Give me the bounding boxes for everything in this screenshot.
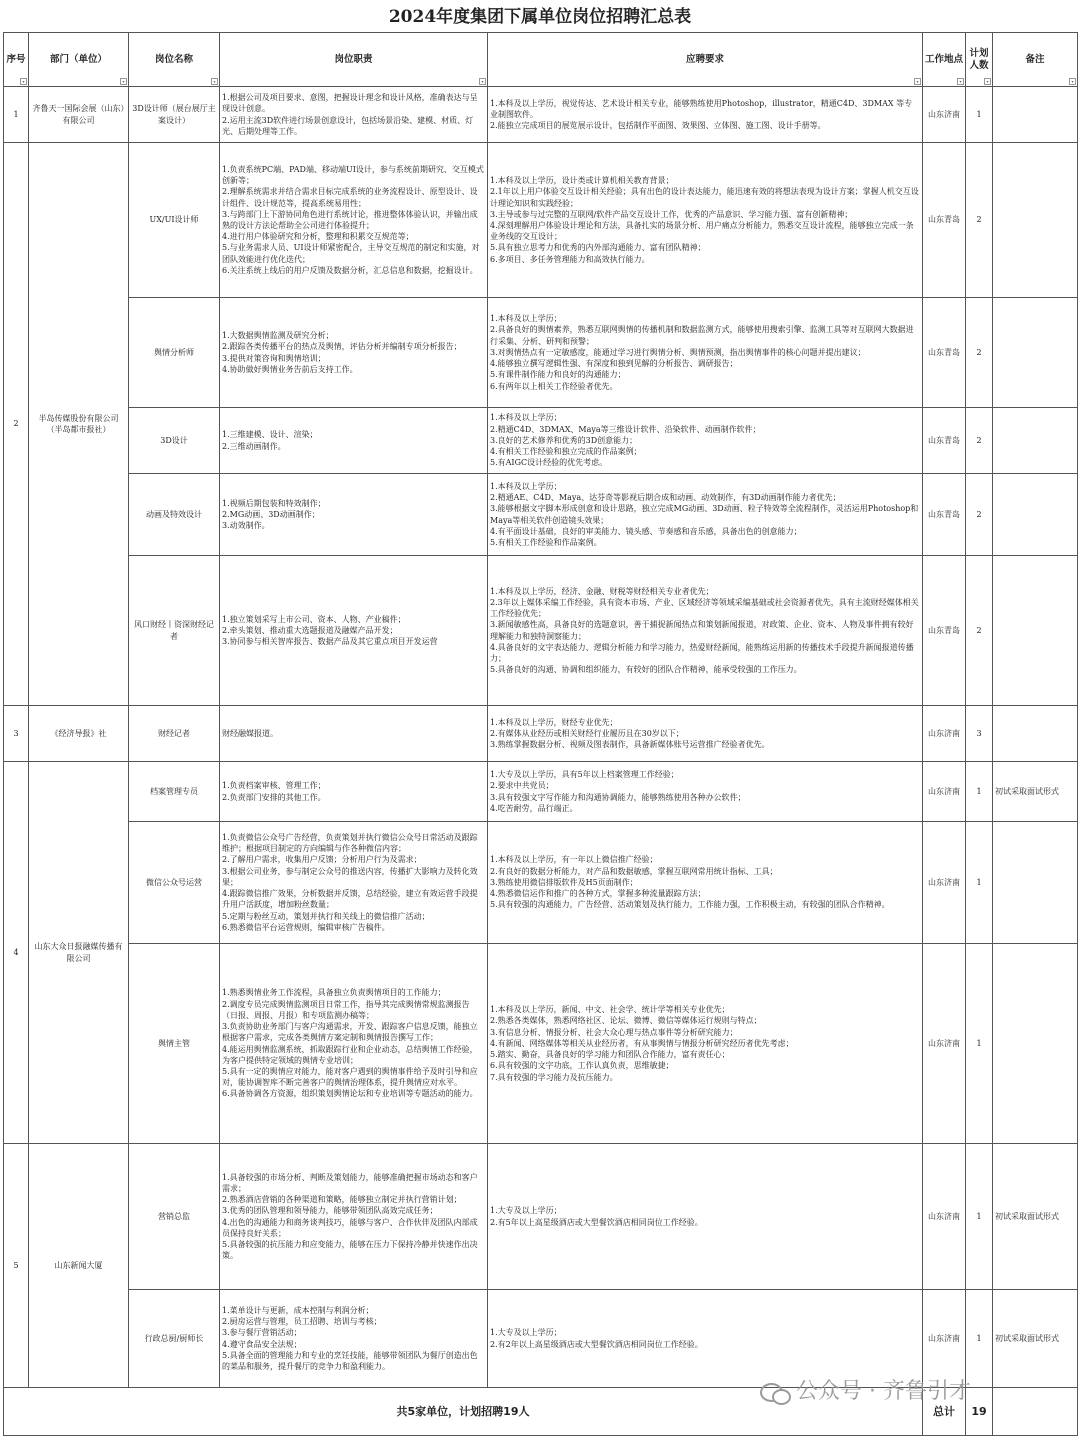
cell-location: 山东青岛: [923, 474, 966, 556]
col-header-position[interactable]: 岗位名称 ▾: [129, 33, 220, 87]
cell-count: 1: [966, 822, 993, 944]
cell-note: [993, 556, 1078, 706]
cell-count: 1: [966, 1144, 993, 1290]
cell-count: 2: [966, 408, 993, 474]
filter-dropdown-icon[interactable]: ▾: [957, 78, 964, 85]
cell-dept: 山东新闻大厦: [29, 1144, 129, 1388]
cell-position: 微信公众号运营: [129, 822, 220, 944]
cell-position: UX/UI设计师: [129, 143, 220, 298]
cell-duty: 1.三维建模、设计、渲染； 2.三维动画制作。: [220, 408, 488, 474]
table-row: [4, 474, 1078, 556]
table-row: [4, 408, 1078, 474]
cell-count: 1: [966, 1290, 993, 1388]
cell-count: 2: [966, 556, 993, 706]
cell-note: [993, 706, 1078, 762]
cell-dept: 山东大众日报融媒传播有限公司: [29, 762, 129, 1144]
wechat-icon: [760, 1380, 790, 1404]
cell-note: 初试采取面试形式: [993, 762, 1078, 822]
cell-duty: 1.熟悉舆情业务工作流程，具备独立负责舆情项目的工作能力； 2.调度专员完成舆情监测项目日常工作，指导其完成舆情常规监测报告（日报、周报、月报）和专项监测办稿等； 3.负责协助业务部门与客户沟通需求，开发、跟踪客户信息反馈，能独立根据客户需求，完成各类舆情方案定制和舆情报告撰写工作； 4.能运用舆情监测系统，抓取跟踪行业和企业动态，总结舆情工作经验，为客户提供特定领域的舆情专业培训； 5.具有一定的舆情应对能力，能对客户遇到的舆情事件给予及时引导和应对，能协调智库不断完善客户的舆情治理体系，提升舆情应对水平。 6.具备协调各方资源，组织策划舆情论坛和专业培训等专题活动的能力。: [220, 944, 488, 1144]
watermark-text: 公众号 · 齐鲁引才: [796, 1379, 971, 1404]
table-row: [4, 1144, 1078, 1290]
filter-dropdown-icon[interactable]: ▾: [914, 78, 921, 85]
cell-no: 4: [4, 762, 29, 1144]
cell-count: 2: [966, 298, 993, 408]
cell-position: 财经记者: [129, 706, 220, 762]
table-row: [4, 556, 1078, 706]
cell-location: 山东济南: [923, 87, 966, 143]
cell-note: [993, 822, 1078, 944]
cell-location: 山东济南: [923, 762, 966, 822]
cell-requirements: 1.本科及以上学历，有一年以上微信推广经验； 2.有良好的数据分析能力，对产品和数据敏感，掌握互联网常用统计指标、工具； 3.熟练使用微信排版软件及H5页面制作； 4.熟悉微信运作和推广的各种方式，掌握多种流量跟踪方法； 5.具有较强的沟通能力，广告经营、活动策划及执行能力，工作能力强，工作积极主动，有较强的团队合作精神。: [488, 822, 923, 944]
table-row: [4, 87, 1078, 143]
cell-requirements: 1.本科及以上学历； 2.具备良好的舆情素养，熟悉互联网舆情的传播机制和数据监测方式，能够使用搜索引擎、监测工具等对互联网大数据进行采集、分析、研判和预警； 3.对舆情热点有一定敏感度，能通过学习进行舆情分析、舆情预测，指出舆情事件的核心问题并提出建议； 4.能够独立撰写逻辑性强、有深度和独到见解的分析报告、调研报告； 5.有课件制作能力和良好的沟通能力； 6.有两年以上相关工作经验者优先。: [488, 298, 923, 408]
cell-note: [993, 143, 1078, 298]
table-row: [4, 706, 1078, 762]
cell-no: 2: [4, 143, 29, 706]
table-row: [4, 822, 1078, 944]
cell-position: 档案管理专员: [129, 762, 220, 822]
cell-position: 风口财经丨资深财经记者: [129, 556, 220, 706]
cell-requirements: 1.大专及以上学历； 2.有2年以上高星级酒店或大型餐饮酒店相同岗位工作经验。: [488, 1290, 923, 1388]
cell-duty: 1.菜单设计与更新，成本控制与利润分析； 2.厨房运营与管理，员工招聘、培训与考核； 3.参与餐厅营销活动； 4.遵守食品安全法规； 5.具备全面的管理能力和专业的烹饪技能，能够带领团队为餐厅创造出色的菜品和服务，提升餐厅的竞争力和盈利能力。: [220, 1290, 488, 1388]
cell-count: 2: [966, 474, 993, 556]
cell-location: 山东青岛: [923, 408, 966, 474]
watermark: [760, 1377, 1060, 1407]
cell-requirements: 1.本科及以上学历，新闻、中文、社会学、统计学等相关专业优先； 2.熟悉各类媒体，熟悉网络社区、论坛、微博、微信等媒体运行规则与特点； 3.有信息分析、情报分析、社会大众心理与热点事件等分析研究能力； 4.有新闻、网络媒体等相关从业经历者，有从事舆情与情报分析研究经历者优先考虑； 5.踏实、勤奋，具备良好的学习能力和团队合作能力，富有责任心； 6.具有较强的文字功底，工作认真负责，思维敏捷； 7.具有较强的学习能力及抗压能力。: [488, 944, 923, 1144]
filter-dropdown-icon[interactable]: ▾: [20, 78, 27, 85]
filter-dropdown-icon[interactable]: ▾: [984, 78, 991, 85]
cell-count: 1: [966, 944, 993, 1144]
col-header-dept[interactable]: 部门（单位） ▾: [29, 33, 129, 87]
col-header-location[interactable]: 工作地点 ▾: [923, 33, 966, 87]
cell-requirements: 1.大专及以上学历，具有5年以上档案管理工作经验； 2.要求中共党员； 3.具有较强文字写作能力和沟通协调能力，能够熟练使用各种办公软件； 4.吃苦耐劳，品行端正。: [488, 762, 923, 822]
cell-location: 山东济南: [923, 706, 966, 762]
footer-total-value: 19: [966, 1388, 993, 1436]
footer-total-label: 总计: [923, 1388, 966, 1436]
cell-count: 2: [966, 143, 993, 298]
cell-location: 山东青岛: [923, 298, 966, 408]
col-header-count[interactable]: 计划人数 ▾: [966, 33, 993, 87]
cell-note: [993, 87, 1078, 143]
cell-note: [993, 408, 1078, 474]
cell-count: 1: [966, 87, 993, 143]
table-row: [4, 143, 1078, 298]
cell-position: 3D设计: [129, 408, 220, 474]
cell-location: 山东青岛: [923, 143, 966, 298]
cell-position: 舆情分析师: [129, 298, 220, 408]
cell-note: 初试采取面试形式: [993, 1290, 1078, 1388]
cell-duty: 1.具备较强的市场分析、判断及策划能力，能够准确把握市场动态和客户需求； 2.熟悉酒店营销的各种渠道和策略，能够独立制定并执行营销计划； 3.优秀的团队管理和领导能力，能够带领团队高效完成任务； 4.出色的沟通能力和商务谈判技巧，能够与客户、合作伙伴及团队内部成员保持良好关系； 5.具备较强的抗压能力和应变能力，能够在压力下保持冷静并快速作出决策。: [220, 1144, 488, 1290]
cell-position: 舆情主管: [129, 944, 220, 1144]
cell-no: 3: [4, 706, 29, 762]
filter-dropdown-icon[interactable]: ▾: [1069, 78, 1076, 85]
cell-location: 山东济南: [923, 944, 966, 1144]
table-row: [4, 1290, 1078, 1388]
cell-duty: 1.负责微信公众号广告经营，负责策划并执行微信公众号日常活动及跟踪维护；根据项目制定的方向编辑与作各种微信内容； 2.了解用户需求，收集用户反馈；分析用户行为及需求； 3.根据公司业务，参与制定公众号的推送内容，传播扩大影响力及转化效果； 4.跟踪微信推广效果，分析数据并反馈，总结经验，建立有效运营手段提升用户活跃度，增加粉丝数量； 5.定期与粉丝互动，策划并执行和关线上的微信推广活动； 6.熟悉微信平台运营规则，编辑审核广告稿件。: [220, 822, 488, 944]
col-header-requirements[interactable]: 应聘要求 ▾: [488, 33, 923, 87]
cell-requirements: 1.本科及以上学历，财经专业优先； 2.有媒体从业经历或相关财经行业履历且在30岁以下； 3.熟练掌握数据分析、视频及图表制作，具备新媒体账号运营推广经验者优先。: [488, 706, 923, 762]
cell-duty: 1.独立策划采写上市公司、资本、人物、产业稿件； 2.牵头策划、推动重大选题报道及融媒产品开发； 3.协同参与相关智库报告、数据产品及其它重点项目开发运营: [220, 556, 488, 706]
cell-location: 山东济南: [923, 1290, 966, 1388]
cell-no: 1: [4, 87, 29, 143]
cell-duty: 财经融媒报道。: [220, 706, 488, 762]
cell-position: 行政总厨/厨师长: [129, 1290, 220, 1388]
cell-requirements: 1.本科及以上学历，经济、金融、财税等财经相关专业者优先； 2.3年以上媒体采编工作经验，具有资本市场、产业、区域经济等领域采编基础或社会资源者优先，具有主流财经媒体相关工作经验优先； 3.新闻敏感性高，具备良好的选题意识，善于捕捉新闻热点和策划新闻报道，对政策、企业、资本、人物及事件拥有较好理解能力和独特洞察能力； 4.具备良好的文字表达能力、逻辑分析能力和学习能力，热爱财经新闻，能熟练运用新的传播技术手段提升新闻报道传播力； 5.具备良好的沟通、协调和组织能力，有较好的团队合作精神，能承受较强的工作压力。: [488, 556, 923, 706]
col-header-no[interactable]: 序号 ▾: [4, 33, 29, 87]
cell-duty: 1.视频后期包装和特效制作； 2.MG动画、3D动画制作； 3.动效制作。: [220, 474, 488, 556]
col-header-duty[interactable]: 岗位职责 ▾: [220, 33, 488, 87]
cell-position: 动画及特效设计: [129, 474, 220, 556]
cell-requirements: 1.本科及以上学历； 2.精通AE、C4D、Maya、达芬奇等影视后期合成和动画、动效制作，有3D动画制作能力者优先； 3.能够根据文字脚本形成创意和设计思路，独立完成MG动画、3D动画、粒子特效等全流程制作，灵活运用Photoshop和Maya等相关软件创造镜头效果； 4.有平面设计基础，良好的审美能力、镜头感、节奏感和音乐感，具备出色的创意能力； 5.有相关工作经验和作品案例。: [488, 474, 923, 556]
cell-requirements: 1.本科及以上学历，视觉传达、艺术设计相关专业，能够熟练使用Photoshop，illustrator，精通C4D、3DMAX 等专业制图软件。 2.能独立完成项目的展览展示设计，包括制作平面图、效果图、立体图、施工图、设计手册等。: [488, 87, 923, 143]
cell-duty: 1.根据公司及项目要求、意图，把握设计理念和设计风格，准确表达与呈现设计创意。 2.运用主流3D软件进行场景创意设计，包括场景沿染、建模、材质、灯光、后期处理等工作。: [220, 87, 488, 143]
cell-count: 1: [966, 762, 993, 822]
cell-requirements: 1.本科及以上学历； 2.精通C4D、3DMAX、Maya等三维设计软件、沿染软件、动画制作软件； 3.良好的艺术修养和优秀的3D创意能力； 4.有相关工作经验和独立完成的作品案例； 5.有AIGC设计经验的优先考虑。: [488, 408, 923, 474]
cell-location: 山东济南: [923, 822, 966, 944]
footer-summary: 共5家单位，计划招聘19人: [4, 1388, 923, 1436]
table-row: [4, 762, 1078, 822]
cell-dept: 齐鲁天一国际会展（山东）有限公司: [29, 87, 129, 143]
cell-dept: 《经济导报》社: [29, 706, 129, 762]
recruitment-table: [3, 32, 1078, 1436]
cell-note: [993, 944, 1078, 1144]
table-row: [4, 944, 1078, 1144]
filter-dropdown-icon[interactable]: ▾: [211, 78, 218, 85]
cell-position: 3D设计师（展台展厅主案设计）: [129, 87, 220, 143]
cell-count: 3: [966, 706, 993, 762]
filter-dropdown-icon[interactable]: ▾: [120, 78, 127, 85]
cell-duty: 1.大数据舆情监测及研究分析； 2.跟踪各类传播平台的热点及舆情，评估分析并编制专项分析报告； 3.提供对策咨询和舆情培训； 4.协助做好舆情业务告前后支持工作。: [220, 298, 488, 408]
cell-note: [993, 474, 1078, 556]
cell-requirements: 1.本科及以上学历，设计类或计算机相关教育背景； 2.1年以上用户体验交互设计相关经验；具有出色的设计表达能力，能迅速有效的将想法表现为设计方案；掌握人机交互设计理论知识和实践经验； 3.主导或参与过完整的互联网/软件产品交互设计工作，优秀的产品意识、学习能力强、富有创新精神； 4.深刻理解用户体验设计理论和方法，具备扎实的场景分析、用户痛点分析能力，熟悉交互设计流程，能够独立完成一条业务线的交互设计； 5.具有独立思考力和优秀的内外部沟通能力、富有团队精神； 6.多项目、多任务管理能力和高效执行能力。: [488, 143, 923, 298]
cell-location: 山东青岛: [923, 556, 966, 706]
cell-note: 初试采取面试形式: [993, 1144, 1078, 1290]
page-title: 2024年度集团下属单位岗位招聘汇总表: [388, 7, 692, 27]
cell-requirements: 1.大专及以上学历； 2.有5年以上高星级酒店或大型餐饮酒店相同岗位工作经验。: [488, 1144, 923, 1290]
cell-duty: 1.负责档案审核、管理工作； 2.负责部门安排的其他工作。: [220, 762, 488, 822]
cell-duty: 1.负责系统PC端、PAD端、移动端UI设计，参与系统前期研究、交互模式创新等； 2.理解系统需求并结合需求目标完成系统的业务流程设计、原型设计、设计组件、设计规范等，提高系统易用性； 3.与跨部门上下游协同角色进行系统讨论，推进整体体验认识，并输出成熟的设计方法论帮助全公司进行体验提升； 4.进行用户体验研究和分析，整理和积累交互规范等； 5.与业务需求人员、UI设计师紧密配合，主导交互规范的制定和实施，对团队效能进行优化迭代； 6.关注系统上线后的用户反馈及数据分析，汇总信息和数据，挖掘设计。: [220, 143, 488, 298]
cell-dept: 半岛传媒股份有限公司（半岛都市报社）: [29, 143, 129, 706]
filter-dropdown-icon[interactable]: ▾: [479, 78, 486, 85]
cell-note: [993, 298, 1078, 408]
cell-position: 营销总监: [129, 1144, 220, 1290]
table-header-row: [4, 33, 1078, 87]
table-row: [4, 298, 1078, 408]
col-header-note[interactable]: 备注 ▾: [993, 33, 1078, 87]
cell-location: 山东济南: [923, 1144, 966, 1290]
cell-no: 5: [4, 1144, 29, 1388]
